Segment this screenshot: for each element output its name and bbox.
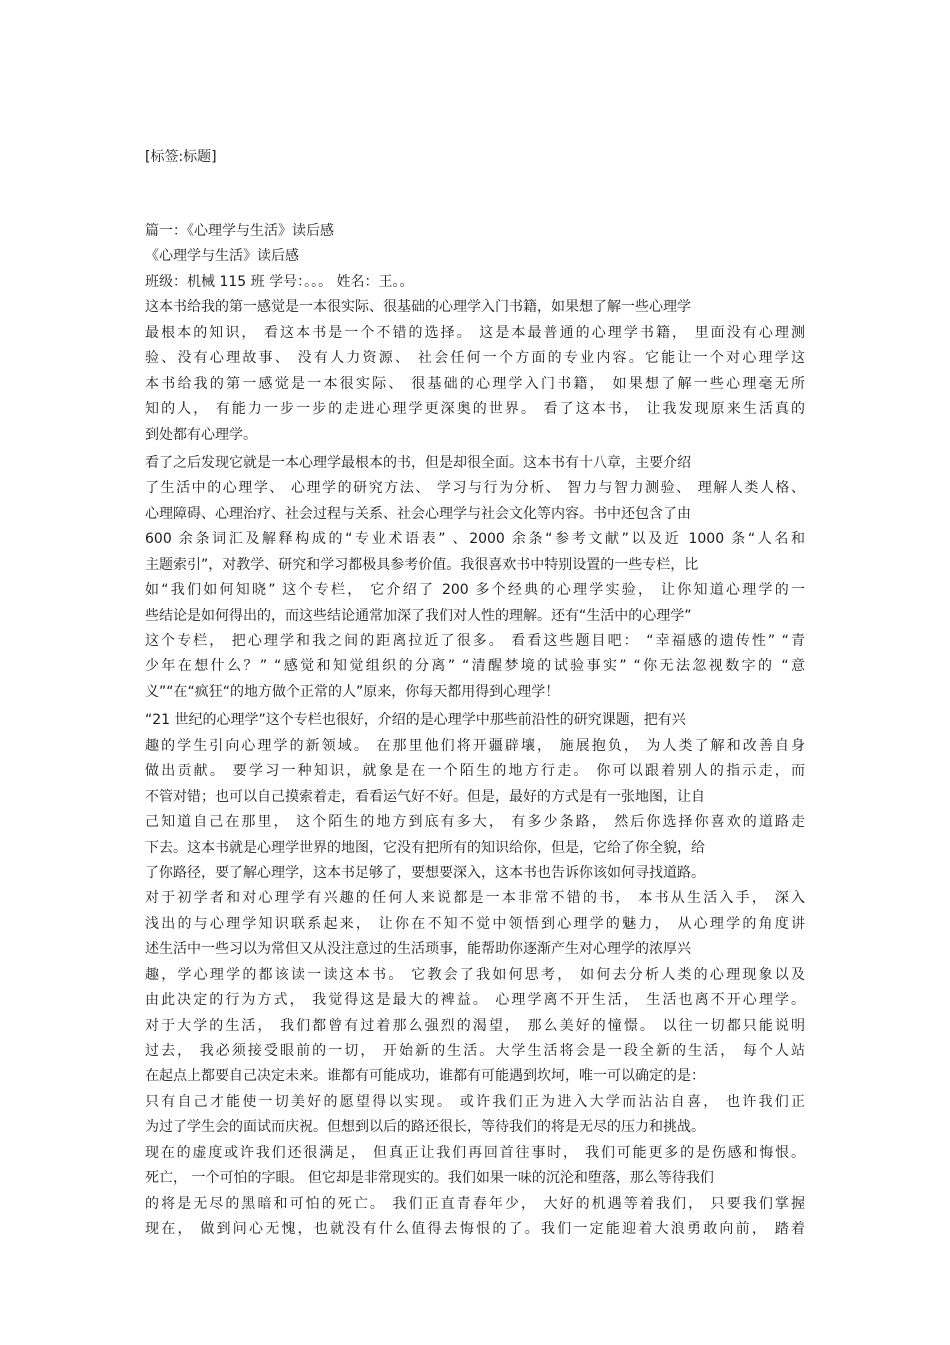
text-line: 不管对错；也可以自己摸索着走，看看运气好不好。但是，最好的方式是有一张地图，让自	[145, 788, 705, 805]
text-line: 验、没有心理故事、 没有人力资源、 社会任何一个方面的专业内容。它能让一个对心理学这	[145, 350, 805, 367]
text-line: 现在， 做到问心无愧，也就没有什么值得去悔恨的了。我们一定能迎着大浪勇敢向前， 踏着	[145, 1221, 805, 1238]
text-line: 了你路径，要了解心理学，这本书足够了，要想要深入，这本书也告诉你该如何寻找道路。	[145, 864, 705, 881]
text-line: 心理障碍、心理治疗、社会过程与关系、社会心理学与社会文化等内容。书中还包含了由	[145, 505, 691, 522]
text-line: 趣的学生引向心理学的新领域。 在那里他们将开疆辟壤， 施展抱负， 为人类了解和改善自身	[145, 737, 805, 754]
text-line: “21 世纪的心理学”这个专栏也很好，介绍的是心理学中那些前沿性的研究课题，把有兴	[145, 712, 686, 729]
text-line: 义”“在“疯狂“的地方做个正常的人”原来，你每天都用得到心理学！	[145, 683, 560, 700]
text-line: 述生活中一些习以为常但又从没注意过的生活琐事，能帮助你逐渐产生对心理学的浓厚兴	[145, 941, 691, 958]
text-line: 少年在想什么？” “感觉和知觉组织的分离” “清醒梦境的试验事实” “你无法忽视数字的 “意	[145, 658, 805, 675]
text-line: 主题索引”，对教学、研究和学习都极具参考价值。我很喜欢书中特别设置的一些专栏，比	[145, 556, 699, 573]
text-line: 为过了学生会的面试而庆祝。但想到以后的路还很长，等待我们的将是无尽的压力和挑战。	[145, 1119, 705, 1136]
text-line: 做出贡献。 要学习一种知识，就象是在一个陌生的地方行走。 你可以跟着别人的指示走，而	[145, 763, 805, 780]
author-info: 班级：机械 115 班 学号：。。。 姓名：王。。	[145, 273, 414, 290]
text-line: 浅出的与心理学知识联系起来， 让你在不知不觉中领悟到心理学的魅力， 从心理学的角度讲	[145, 915, 805, 932]
text-line: 到处都有心理学。	[145, 426, 257, 443]
text-line: 死亡， 一个可怕的字眼。 但它却是非常现实的。我们如果一味的沉沦和堕落，那么等待我们	[145, 1170, 714, 1187]
text-line: 对于初学者和对心理学有兴趣的任何人来说都是一本非常不错的书， 本书从生活入手， 深入	[145, 890, 805, 907]
text-line: 下去。这本书就是心理学世界的地图，它没有把所有的知识给你，但是，它给了你全貌，给	[145, 839, 705, 856]
text-line: 看了之后发现它就是一本心理学最根本的书，但是却很全面。这本书有十八章，主要介绍	[145, 454, 691, 471]
text-line: 这个专栏， 把心理学和我之间的距离拉近了很多。 看看这些题目吧： “幸福感的遗传性” “青	[145, 633, 805, 649]
article-body	[145, 219, 805, 1243]
text-line: 的将是无尽的黑暗和可怕的死亡。 我们正直青春年少， 大好的机遇等着我们， 只要我们掌握	[145, 1195, 805, 1212]
text-line: 本书给我的第一感觉是一本很实际、 很基础的心理学入门书籍， 如果想了解一些心理毫无所	[145, 375, 805, 392]
tag-label: [标签:标题]	[145, 149, 217, 165]
text-line: 由此决定的行为方式， 我觉得这是最大的裨益。 心理学离不开生活， 生活也离不开心理学。	[145, 992, 805, 1009]
text-line: 些结论是如何得出的，而这些结论通常加深了我们对人性的理解。还有“生活中的心理学”	[145, 607, 692, 624]
text-line: 600 余条词汇及解释构成的“专业术语表” 、2000 余条“参考文献”以及近 1000 条“人名和	[145, 531, 805, 548]
text-line: 知的人， 有能力一步一步的走进心理学更深奥的世界。 看了这本书， 让我发现原来生活真的	[145, 401, 805, 418]
text-line: 己知道自己在那里， 这个陌生的地方到底有多大， 有多少条路， 然后你选择你喜欢的道路走	[145, 814, 805, 831]
text-line: 只有自己才能使一切美好的愿望得以实现。 或许我们正为进入大学而沾沾自喜， 也许我们正	[145, 1093, 805, 1110]
section-heading: 篇一：《心理学与生活》读后感	[145, 223, 334, 239]
text-line: 对于大学的生活， 我们都曾有过着那么强烈的渴望， 那么美好的憧憬。 以往一切都只能说明	[145, 1017, 805, 1034]
text-line: 过去， 我必须接受眼前的一切， 开始新的生活。大学生活将会是一段全新的生活， 每个人站	[145, 1043, 805, 1059]
text-line: 在起点上都要自己决定未来。谁都有可能成功，谁都有可能遇到坎坷，唯一可以确定的是：	[145, 1068, 705, 1085]
text-line: 如“我们如何知晓” 这个专栏， 它介绍了 200 多个经典的心理学实验， 让你知道心理学的一	[145, 582, 805, 599]
text-line: 这本书给我的第一感觉是一本很实际、很基础的心理学入门书籍，如果想了解一些心理学	[145, 299, 691, 316]
text-line: 现在的虚度或许我们还很满足， 但真正让我们再回首往事时， 我们可能更多的是伤感和悔恨。	[145, 1144, 805, 1161]
text-line: 了生活中的心理学、 心理学的研究方法、 学习与行为分析、 智力与智力测验、 理解人类人格、	[145, 480, 805, 497]
text-line: 最根本的知识， 看这本书是一个不错的选择。 这是本最普通的心理学书籍， 里面没有心理测	[145, 324, 805, 341]
article-title: 《心理学与生活》读后感	[145, 248, 299, 265]
text-line: 趣，学心理学的都该读一读这本书。 它教会了我如何思考， 如何去分析人类的心理现象以及	[145, 966, 805, 983]
